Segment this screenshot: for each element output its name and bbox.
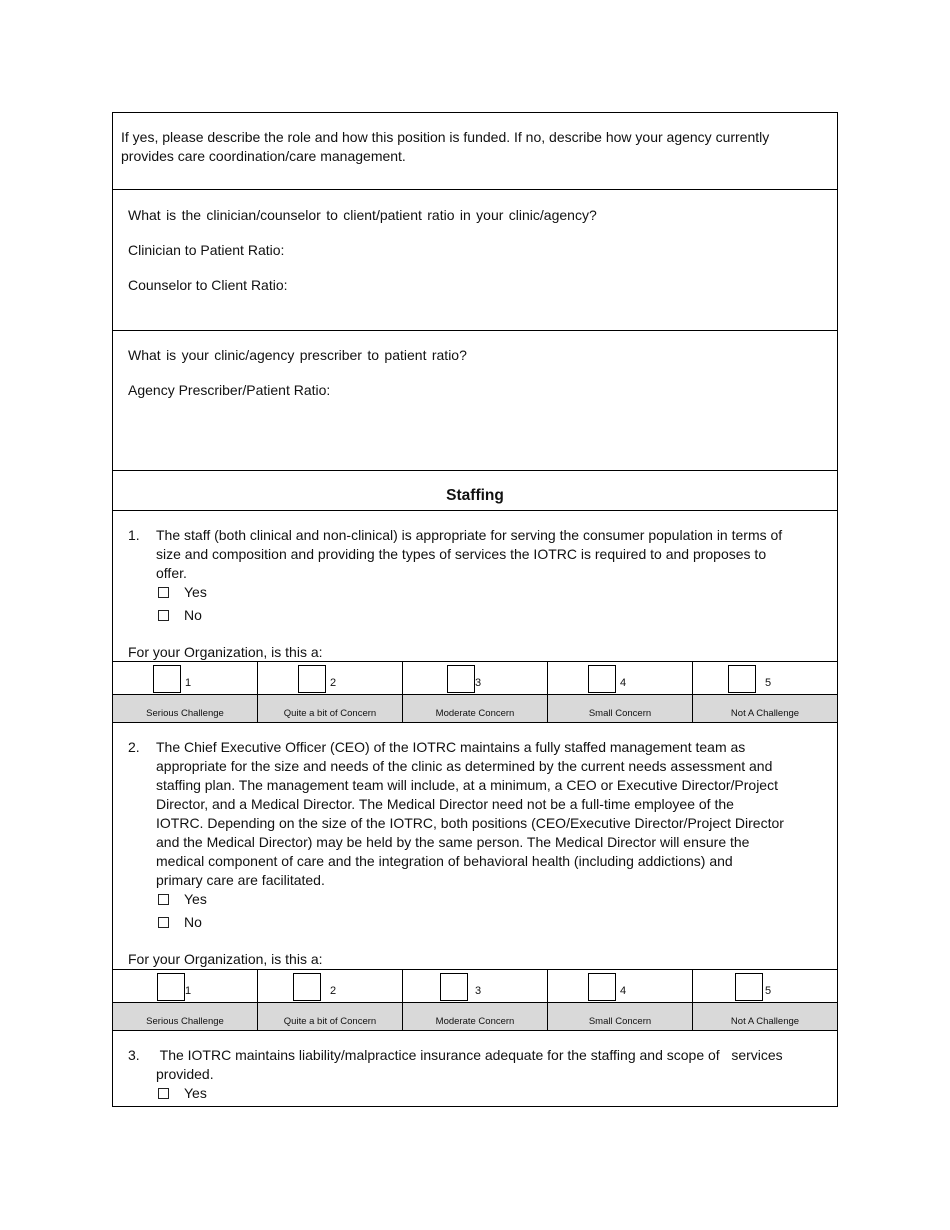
staffing-heading: Staffing	[446, 487, 504, 504]
rating-label: Serious Challenge	[113, 1002, 257, 1030]
question-line: size and composition and providing the types of services the IOTRC is required to and proposes to	[156, 546, 767, 562]
rating-label: Not A Challenge	[693, 694, 837, 722]
rating-option-2	[258, 970, 403, 1030]
question-line: offer.	[156, 565, 187, 581]
clinician-ratio-section	[113, 190, 837, 331]
form-page	[112, 112, 838, 1107]
rating-number: 2	[330, 677, 337, 689]
no-label: No	[184, 914, 202, 930]
ratio-question: What is the clinician/counselor to client/patient ratio in your clinic/agency?	[128, 207, 597, 223]
question-line: Director, and a Medical Director. The Medical Director need not be a full-time employee of the	[156, 796, 734, 812]
rating-number: 1	[185, 985, 192, 997]
yes-label: Yes	[184, 584, 207, 600]
org-prompt: For your Organization, is this a:	[128, 644, 323, 660]
yes-label: Yes	[184, 891, 207, 907]
rating-label: Serious Challenge	[113, 694, 257, 722]
rating-label: Small Concern	[548, 1002, 692, 1030]
rating-number: 3	[475, 677, 482, 689]
question-3	[113, 1031, 837, 1106]
org-prompt: For your Organization, is this a:	[128, 951, 323, 967]
clinician-ratio-label: Clinician to Patient Ratio:	[128, 242, 285, 258]
prescriber-ratio-section	[113, 331, 837, 471]
no-checkbox[interactable]	[158, 917, 169, 928]
rating-number: 4	[620, 985, 627, 997]
rating-label: Quite a bit of Concern	[258, 1002, 402, 1030]
rating-checkbox-1[interactable]	[153, 665, 181, 693]
rating-checkbox-3[interactable]	[440, 973, 468, 1001]
no-label: No	[184, 607, 202, 623]
rating-number: 3	[475, 985, 482, 997]
rating-checkbox-4[interactable]	[588, 665, 616, 693]
rating-option-4	[548, 662, 693, 722]
question-line: The IOTRC maintains liability/malpractice insurance adequate for the staffing and scope of services	[156, 1047, 783, 1063]
counselor-ratio-label: Counselor to Client Ratio:	[128, 277, 288, 293]
rating-checkbox-2[interactable]	[293, 973, 321, 1001]
yes-checkbox[interactable]	[158, 894, 169, 905]
staffing-heading-section	[113, 471, 837, 511]
no-checkbox[interactable]	[158, 610, 169, 621]
rating-number: 4	[620, 677, 627, 689]
question-line: medical component of care and the integration of behavioral health (including addictions) and	[156, 853, 733, 869]
question-line: The staff (both clinical and non-clinical) is appropriate for serving the consumer population in terms of	[156, 527, 783, 543]
yes-checkbox[interactable]	[158, 587, 169, 598]
question-line: primary care are facilitated.	[156, 872, 325, 888]
question-number: 2.	[128, 739, 140, 755]
rating-checkbox-1[interactable]	[157, 973, 185, 1001]
rating-option-2	[258, 662, 403, 722]
rating-number: 2	[330, 985, 337, 997]
rating-number: 5	[765, 677, 772, 689]
question-line: IOTRC. Depending on the size of the IOTRC, both positions (CEO/Executive Director/Project Director	[156, 815, 784, 831]
rating-table	[113, 969, 837, 1031]
rating-label: Moderate Concern	[403, 1002, 547, 1030]
prescriber-ratio-label: Agency Prescriber/Patient Ratio:	[128, 382, 331, 398]
yes-label: Yes	[184, 1085, 207, 1101]
rating-option-3	[403, 662, 548, 722]
rating-label: Small Concern	[548, 694, 692, 722]
yes-checkbox[interactable]	[158, 1088, 169, 1099]
rating-label: Not A Challenge	[693, 1002, 837, 1030]
question-line: staffing plan. The management team will include, at a minimum, a CEO or Executive Director/Project	[156, 777, 778, 793]
rating-option-5	[693, 970, 837, 1030]
rating-checkbox-3[interactable]	[447, 665, 475, 693]
question-number: 1.	[128, 527, 140, 543]
prescriber-question: What is your clinic/agency prescriber to patient ratio?	[128, 347, 467, 363]
rating-option-5	[693, 662, 837, 722]
role-description-prompt: If yes, please describe the role and how this position is funded. If no, describe how your agency currently provides care coordination/care management.	[121, 129, 770, 164]
rating-table	[113, 661, 837, 723]
rating-checkbox-4[interactable]	[588, 973, 616, 1001]
rating-option-4	[548, 970, 693, 1030]
question-line: provided.	[156, 1066, 214, 1082]
role-description-section	[113, 113, 837, 190]
rating-number: 5	[765, 985, 772, 997]
question-number: 3.	[128, 1047, 140, 1063]
rating-option-1	[113, 970, 258, 1030]
question-line: and the Medical Director) may be held by the same person. The Medical Director will ensure the	[156, 834, 750, 850]
rating-label: Moderate Concern	[403, 694, 547, 722]
rating-checkbox-5[interactable]	[735, 973, 763, 1001]
rating-number: 1	[185, 677, 192, 689]
question-1	[113, 511, 837, 661]
rating-label: Quite a bit of Concern	[258, 694, 402, 722]
rating-option-1	[113, 662, 258, 722]
rating-checkbox-2[interactable]	[298, 665, 326, 693]
question-line: appropriate for the size and needs of the clinic as determined by the current needs assessment and	[156, 758, 773, 774]
rating-option-3	[403, 970, 548, 1030]
rating-checkbox-5[interactable]	[728, 665, 756, 693]
question-2	[113, 723, 837, 969]
question-line: The Chief Executive Officer (CEO) of the IOTRC maintains a fully staffed management team as	[156, 739, 746, 755]
